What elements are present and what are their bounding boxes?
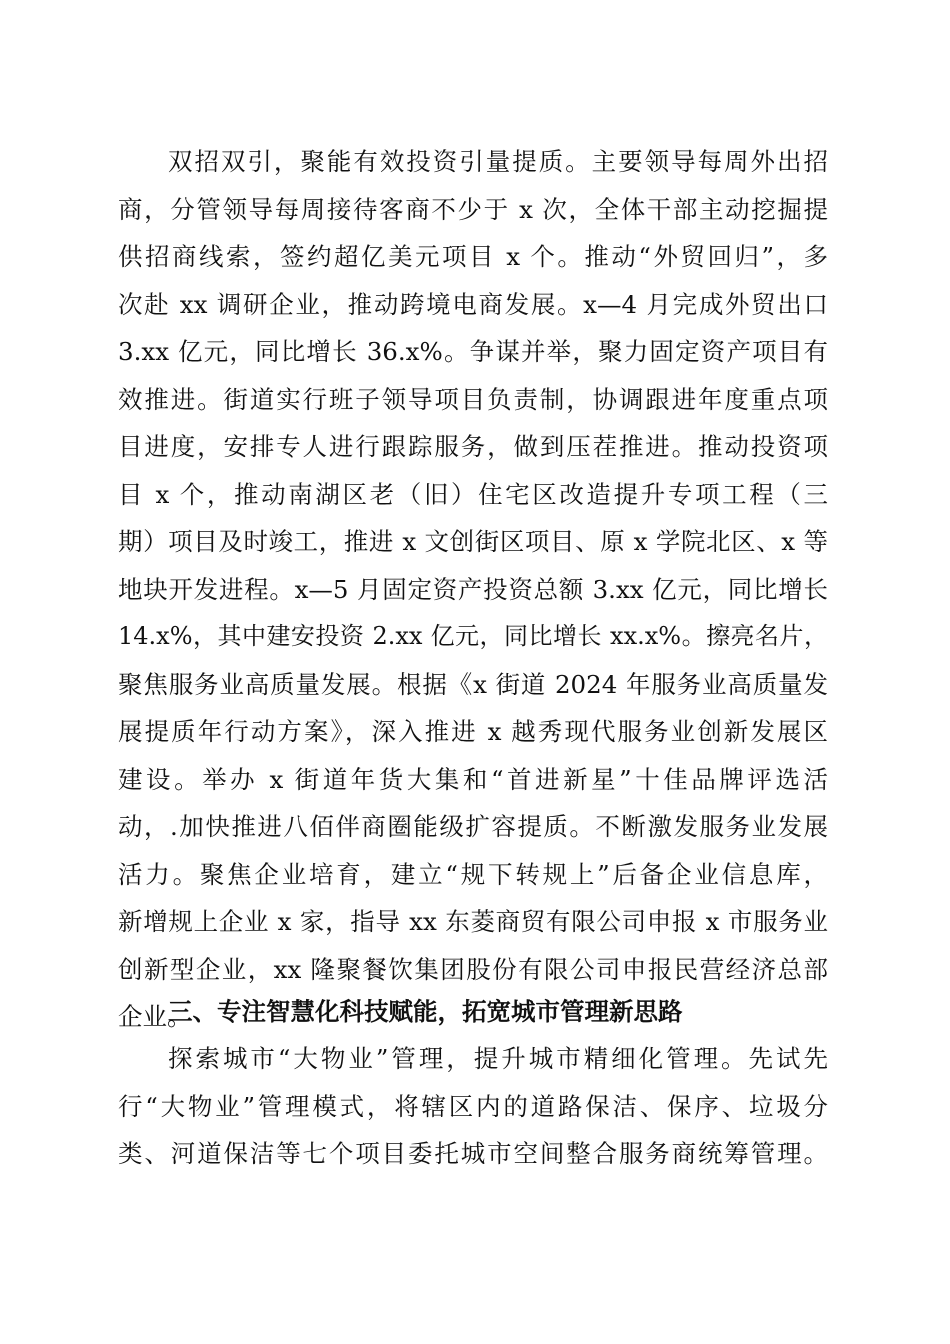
paragraph-line: 活力。聚焦企业培育，建立“规下转规上”后备企业信息库， xyxy=(118,859,828,889)
paragraph-line: 探索城市“大物业”管理，提升城市精细化管理。先试先 xyxy=(168,1044,828,1073)
paragraph-line: 目 x 个，推动南湖区老（旧）住宅区改造提升专项工程（三 xyxy=(118,479,828,509)
paragraph-line: 效推进。街道实行班子领导项目负责制，协调跟进年度重点项 xyxy=(118,384,828,414)
section-heading: 三、专注智慧化科技赋能，拓宽城市管理新思路 xyxy=(168,997,683,1026)
paragraph-line: 地块开发进程。x—5 月固定资产投资总额 3.xx 亿元，同比增长 xyxy=(118,574,828,604)
paragraph-line: 新增规上企业 x 家，指导 xx 东菱商贸有限公司申报 x 市服务业 xyxy=(118,907,828,936)
paragraph-line: 建设。举办 x 街道年货大集和“首进新星”十佳品牌评选活 xyxy=(118,764,828,794)
paragraph-line: 双招双引，聚能有效投资引量提质。主要领导每周外出招 xyxy=(168,147,828,176)
paragraph-line: 展提质年行动方案》，深入推进 x 越秀现代服务业创新发展区 xyxy=(118,717,828,746)
paragraph-city-management xyxy=(118,1035,828,1178)
paragraph-line: 创新型企业，xx 隆聚餐饮集团股份有限公司申报民营经济总部 xyxy=(118,954,828,984)
paragraph-line: 商，分管领导每周接待客商不少于 x 次，全体干部主动挖掘提 xyxy=(118,194,828,224)
paragraph-line: 行“大物业”管理模式，将辖区内的道路保洁、保序、垃圾分 xyxy=(118,1091,828,1121)
paragraph-investment xyxy=(118,138,828,1041)
paragraph-line: 次赴 xx 调研企业，推动跨境电商发展。x—4 月完成外贸出口 xyxy=(118,289,828,319)
paragraph-line: 聚焦服务业高质量发展。根据《x 街道 2024 年服务业高质量发 xyxy=(118,669,828,699)
paragraph-line: 动，.加快推进八佰伴商圈能级扩容提质。不断激发服务业发展 xyxy=(118,812,828,841)
paragraph-line: 企业。 xyxy=(118,1002,192,1031)
paragraph-line: 14.x%，其中建安投资 2.xx 亿元，同比增长 xx.x%。擦亮名片， xyxy=(118,622,828,650)
paragraph-line: 类、河道保洁等七个项目委托城市空间整合服务商统筹管理。 xyxy=(118,1139,828,1168)
paragraph-line: 3.xx 亿元，同比增长 36.x%。争谋并举，聚力固定资产项目有 xyxy=(118,337,828,366)
paragraph-line: 供招商线索，签约超亿美元项目 x 个。推动“外贸回归”，多 xyxy=(118,242,828,271)
paragraph-line: 期）项目及时竣工，推进 x 文创街区项目、原 x 学院北区、x 等 xyxy=(118,527,828,556)
paragraph-line: 目进度，安排专人进行跟踪服务，做到压茬推进。推动投资项 xyxy=(118,432,828,461)
